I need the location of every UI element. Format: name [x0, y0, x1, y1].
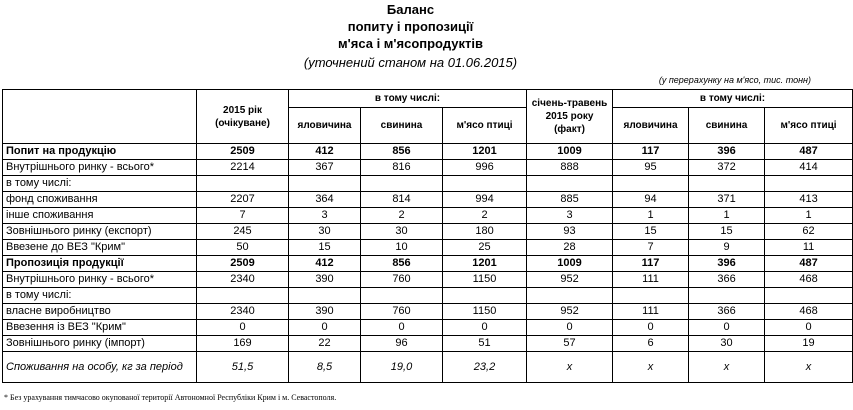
header-poultry: м'ясо птиці: [443, 108, 527, 144]
table-cell: 814: [361, 192, 443, 208]
table-cell: x: [613, 352, 689, 383]
table-cell: 0: [443, 320, 527, 336]
units-note: (у перерахунку на м'ясо, тис. тонн): [658, 75, 811, 85]
table-body: [3, 144, 853, 383]
header-year: 2015 рік (очікуване): [197, 90, 289, 144]
table-cell: [361, 176, 443, 192]
table-cell: 1009: [527, 144, 613, 160]
header-incl-left: в тому числі:: [289, 90, 527, 108]
table-cell: [289, 176, 361, 192]
table-cell: 2509: [197, 256, 289, 272]
table-cell: [443, 176, 527, 192]
table-cell: 95: [613, 160, 689, 176]
row-label: Споживання на особу, кг за період: [3, 352, 197, 383]
table-row: [3, 192, 853, 208]
table-cell: 952: [527, 304, 613, 320]
table-cell: 15: [689, 224, 765, 240]
row-label: Попит на продукцію: [3, 144, 197, 160]
table-cell: 7: [197, 208, 289, 224]
table-cell: 11: [765, 240, 853, 256]
table-cell: 396: [689, 256, 765, 272]
header-pork: свинина: [361, 108, 443, 144]
table-cell: 111: [613, 272, 689, 288]
title-line-1: Баланс: [386, 2, 435, 17]
footnote: * Без урахування тимчасово окупованої території Автономної Республіки Крим і м. Севастополя.: [4, 393, 337, 402]
table-cell: 30: [289, 224, 361, 240]
table-cell: 2214: [197, 160, 289, 176]
table-cell: [613, 288, 689, 304]
row-label: Зовнішнього ринку (імпорт): [3, 336, 197, 352]
table-cell: 1150: [443, 272, 527, 288]
table-cell: 0: [765, 320, 853, 336]
table-cell: 50: [197, 240, 289, 256]
table-cell: 856: [361, 144, 443, 160]
table-cell: 412: [289, 144, 361, 160]
table-cell: 1201: [443, 256, 527, 272]
table-cell: 15: [613, 224, 689, 240]
table-cell: 760: [361, 272, 443, 288]
table-cell: 51: [443, 336, 527, 352]
table-cell: 245: [197, 224, 289, 240]
table-cell: [443, 288, 527, 304]
table-cell: 117: [613, 144, 689, 160]
row-label: власне виробництво: [3, 304, 197, 320]
table-cell: 28: [527, 240, 613, 256]
table-cell: 888: [527, 160, 613, 176]
table-row: [3, 320, 853, 336]
table-row: [3, 240, 853, 256]
table-cell: 2509: [197, 144, 289, 160]
title-date: (уточнений станом на 01.06.2015): [303, 55, 518, 70]
table-cell: [197, 288, 289, 304]
table-cell: [289, 288, 361, 304]
table-cell: 0: [289, 320, 361, 336]
title-line-3: м'яса і м'ясопродуктів: [338, 36, 483, 51]
table-cell: 412: [289, 256, 361, 272]
table-row: [3, 304, 853, 320]
row-label: в тому числі:: [3, 288, 197, 304]
table-cell: 1: [765, 208, 853, 224]
table-cell: [527, 288, 613, 304]
table-cell: 2340: [197, 272, 289, 288]
table-cell: 19,0: [361, 352, 443, 383]
table-cell: 2207: [197, 192, 289, 208]
table-cell: 487: [765, 256, 853, 272]
table-cell: 367: [289, 160, 361, 176]
table-cell: x: [765, 352, 853, 383]
table-cell: 0: [197, 320, 289, 336]
header-period: січень-травень 2015 року (факт): [527, 90, 613, 144]
corner-header: [3, 90, 197, 144]
table-cell: 390: [289, 272, 361, 288]
table-cell: 2: [443, 208, 527, 224]
table-cell: 93: [527, 224, 613, 240]
table-cell: 468: [765, 272, 853, 288]
row-label: Зовнішнього ринку (експорт): [3, 224, 197, 240]
table-row: [3, 256, 853, 272]
table-cell: 9: [689, 240, 765, 256]
row-label: Ввезення із ВЕЗ "Крим": [3, 320, 197, 336]
table-cell: 760: [361, 304, 443, 320]
table-cell: 3: [527, 208, 613, 224]
table-cell: 94: [613, 192, 689, 208]
table-cell: [613, 176, 689, 192]
table-row: [3, 176, 853, 192]
table-cell: x: [689, 352, 765, 383]
table-cell: 996: [443, 160, 527, 176]
header-poultry-2: м'ясо птиці: [765, 108, 853, 144]
table-cell: 3: [289, 208, 361, 224]
table-cell: 371: [689, 192, 765, 208]
table-cell: 8,5: [289, 352, 361, 383]
table-cell: 1201: [443, 144, 527, 160]
table-cell: 2340: [197, 304, 289, 320]
table-row: [3, 144, 853, 160]
table-cell: 414: [765, 160, 853, 176]
table-cell: 1: [613, 208, 689, 224]
table-cell: 372: [689, 160, 765, 176]
table-cell: 1150: [443, 304, 527, 320]
table-cell: 62: [765, 224, 853, 240]
row-label: в тому числі:: [3, 176, 197, 192]
table-cell: 390: [289, 304, 361, 320]
table-cell: 23,2: [443, 352, 527, 383]
table-cell: 413: [765, 192, 853, 208]
row-label: фонд споживання: [3, 192, 197, 208]
table-cell: 30: [361, 224, 443, 240]
table-cell: 856: [361, 256, 443, 272]
table-cell: 57: [527, 336, 613, 352]
table-cell: 0: [613, 320, 689, 336]
table-cell: 366: [689, 272, 765, 288]
table-cell: 96: [361, 336, 443, 352]
table-cell: [765, 288, 853, 304]
table-cell: 25: [443, 240, 527, 256]
table-row: [3, 336, 853, 352]
table-cell: [527, 176, 613, 192]
table-cell: 0: [361, 320, 443, 336]
row-label: Внутрішнього ринку - всього*: [3, 272, 197, 288]
table-cell: 1009: [527, 256, 613, 272]
row-label: Ввезене до ВЕЗ "Крим": [3, 240, 197, 256]
table-cell: 6: [613, 336, 689, 352]
header-beef-2: яловичина: [613, 108, 689, 144]
table-row: [3, 272, 853, 288]
table-cell: 30: [689, 336, 765, 352]
table-cell: 180: [443, 224, 527, 240]
header-incl-right: в тому числі:: [613, 90, 853, 108]
table-cell: [689, 288, 765, 304]
table-row: [3, 224, 853, 240]
table-cell: 111: [613, 304, 689, 320]
balance-table: [2, 89, 853, 383]
table-cell: 994: [443, 192, 527, 208]
table-cell: 2: [361, 208, 443, 224]
row-label: Внутрішнього ринку - всього*: [3, 160, 197, 176]
table-cell: 364: [289, 192, 361, 208]
header-pork-2: свинина: [689, 108, 765, 144]
table-cell: 10: [361, 240, 443, 256]
table-cell: 15: [289, 240, 361, 256]
table-cell: 117: [613, 256, 689, 272]
table-cell: 816: [361, 160, 443, 176]
table-cell: 396: [689, 144, 765, 160]
table-cell: 22: [289, 336, 361, 352]
table-cell: [689, 176, 765, 192]
table-row: [3, 288, 853, 304]
table-cell: 7: [613, 240, 689, 256]
table-cell: 468: [765, 304, 853, 320]
table-cell: 885: [527, 192, 613, 208]
table-cell: [765, 176, 853, 192]
row-label: Пропозиція продукції: [3, 256, 197, 272]
header-beef: яловичина: [289, 108, 361, 144]
table-cell: 1: [689, 208, 765, 224]
table-cell: 51,5: [197, 352, 289, 383]
table-cell: 487: [765, 144, 853, 160]
row-label: інше споживання: [3, 208, 197, 224]
table-cell: 19: [765, 336, 853, 352]
table-row: [3, 160, 853, 176]
table-cell: 952: [527, 272, 613, 288]
table-cell: x: [527, 352, 613, 383]
table-row: [3, 208, 853, 224]
table-cell: [197, 176, 289, 192]
table-row: [3, 352, 853, 383]
table-cell: 169: [197, 336, 289, 352]
table-cell: 366: [689, 304, 765, 320]
table-cell: 0: [689, 320, 765, 336]
table-cell: [361, 288, 443, 304]
table-cell: 0: [527, 320, 613, 336]
title-line-2: попиту і пропозиції: [347, 19, 474, 34]
